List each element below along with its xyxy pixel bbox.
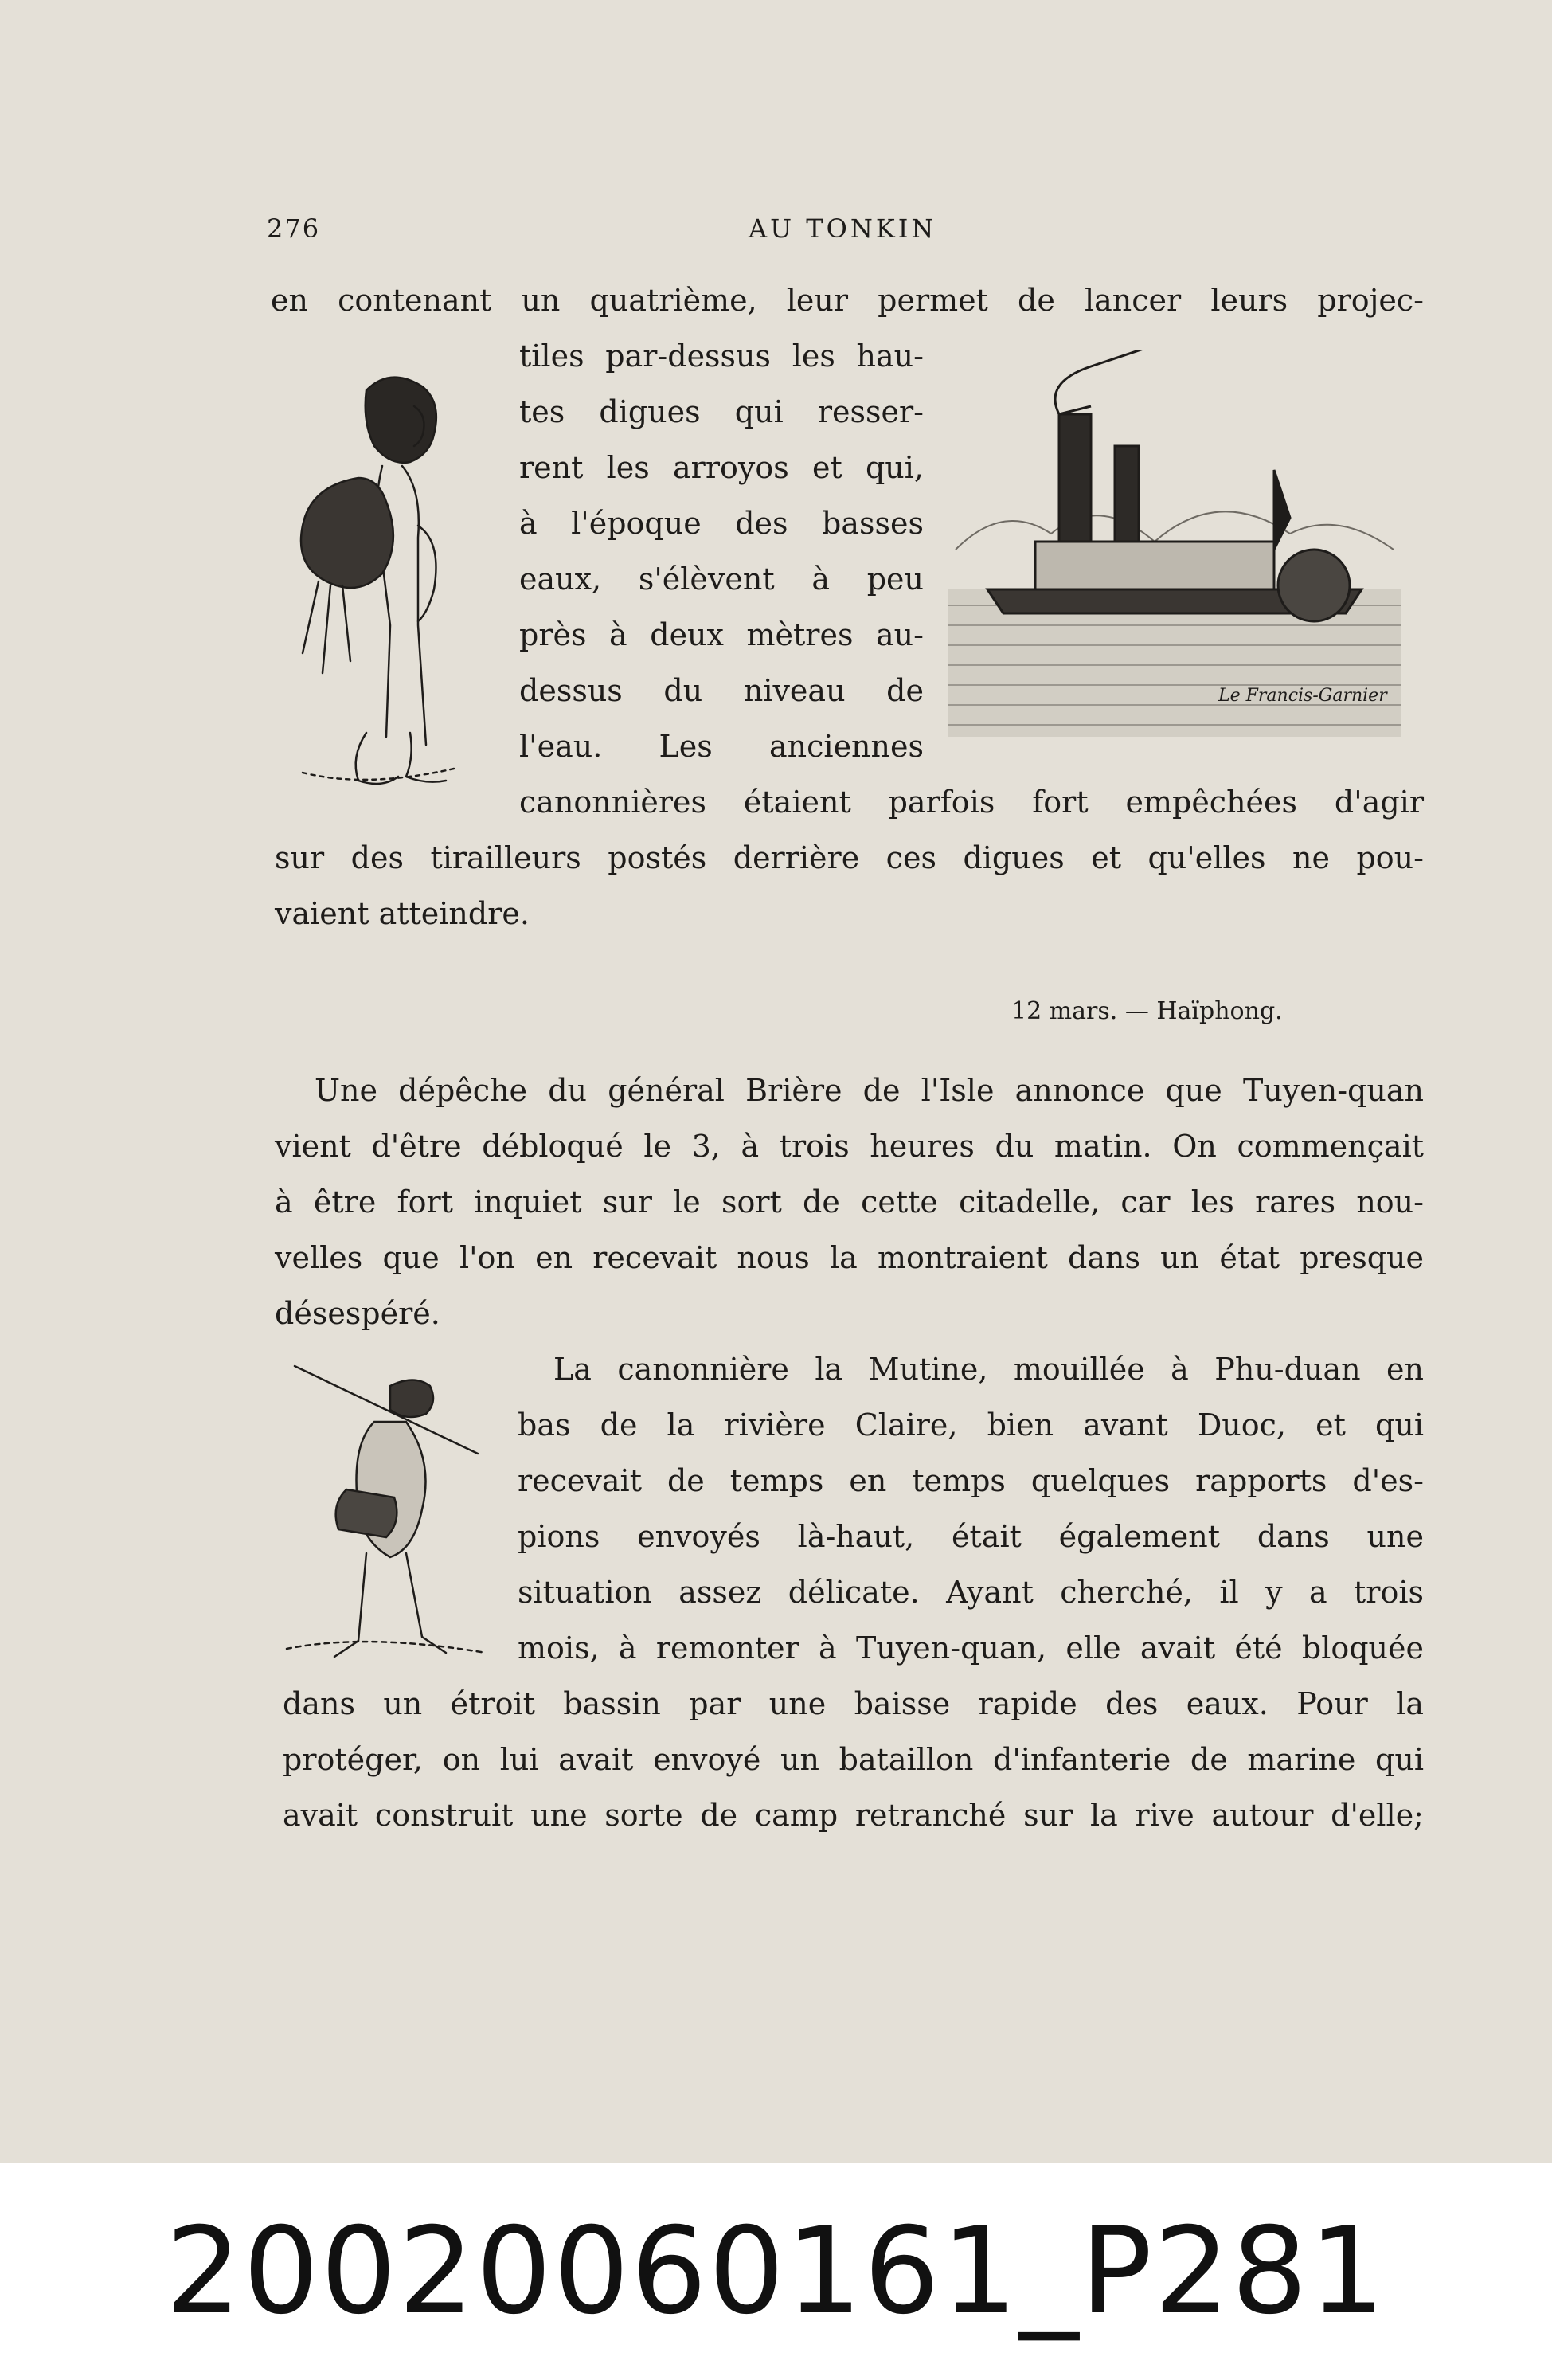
text-line: bas de la rivière Claire, bien avant Duoc, et qui (518, 1407, 1424, 1442)
page-number: 276 (267, 213, 321, 244)
soldier-illustration (279, 1354, 502, 1689)
steamboat-illustration (940, 350, 1409, 749)
text-line: pions envoyés là-haut, était également dans une (518, 1519, 1424, 1554)
text-line: recevait de temps en temps quelques rapports d'es- (518, 1463, 1424, 1498)
dateline: 12 mars. — Haïphong. (1011, 997, 1283, 1025)
running-title: AU TONKIN (749, 213, 937, 244)
text-line: l'eau. Les anciennes (519, 729, 924, 764)
text-line: situation assez délicate. Ayant cherché, il y a trois (518, 1575, 1424, 1610)
text-line: à l'époque des basses (519, 506, 924, 541)
text-line: tes digues qui resser- (519, 394, 924, 429)
text-line: La canonnière la Mutine, mouillée à Phu-duan en (553, 1352, 1424, 1387)
text-line: tiles par-dessus les hau- (519, 339, 924, 374)
text-line: vient d'être débloqué le 3, à trois heures du matin. On commençait (275, 1129, 1424, 1164)
text-line: avait construit une sorte de camp retranché sur la rive autour d'elle; (283, 1798, 1424, 1833)
text-line: rent les arroyos et qui, (519, 450, 924, 485)
text-line: velles que l'on en recevait nous la montraient dans un état presque (275, 1240, 1424, 1275)
text-line: en contenant un quatrième, leur permet de lancer leurs projec- (271, 283, 1424, 318)
boy-illustration (271, 358, 510, 812)
text-line: désespéré. (275, 1296, 440, 1331)
text-line: protéger, on lui avait envoyé un bataillon d'infanterie de marine qui (283, 1742, 1424, 1777)
text-line: près à deux mètres au- (519, 617, 924, 652)
document-id: 20020060161_P281 (165, 2202, 1387, 2341)
text-line: mois, à remonter à Tuyen-quan, elle avait été bloquée (518, 1630, 1424, 1666)
text-line: Une dépêche du général Brière de l'Isle annonce que Tuyen-quan (315, 1073, 1424, 1108)
text-line: canonnières étaient parfois fort empêchées d'agir (519, 785, 1424, 820)
text-line: dans un étroit bassin par une baisse rapide des eaux. Pour la (283, 1686, 1424, 1721)
text-line: vaient atteindre. (275, 896, 530, 931)
text-line: dessus du niveau de (519, 673, 924, 708)
text-line: eaux, s'élèvent à peu (519, 562, 924, 597)
text-line: à être fort inquiet sur le sort de cette citadelle, car les rares nou- (275, 1184, 1424, 1219)
boat-caption: Le Francis-Garnier (1218, 686, 1387, 706)
text-line: sur des tirailleurs postés derrière ces digues et qu'elles ne pou- (275, 840, 1424, 875)
